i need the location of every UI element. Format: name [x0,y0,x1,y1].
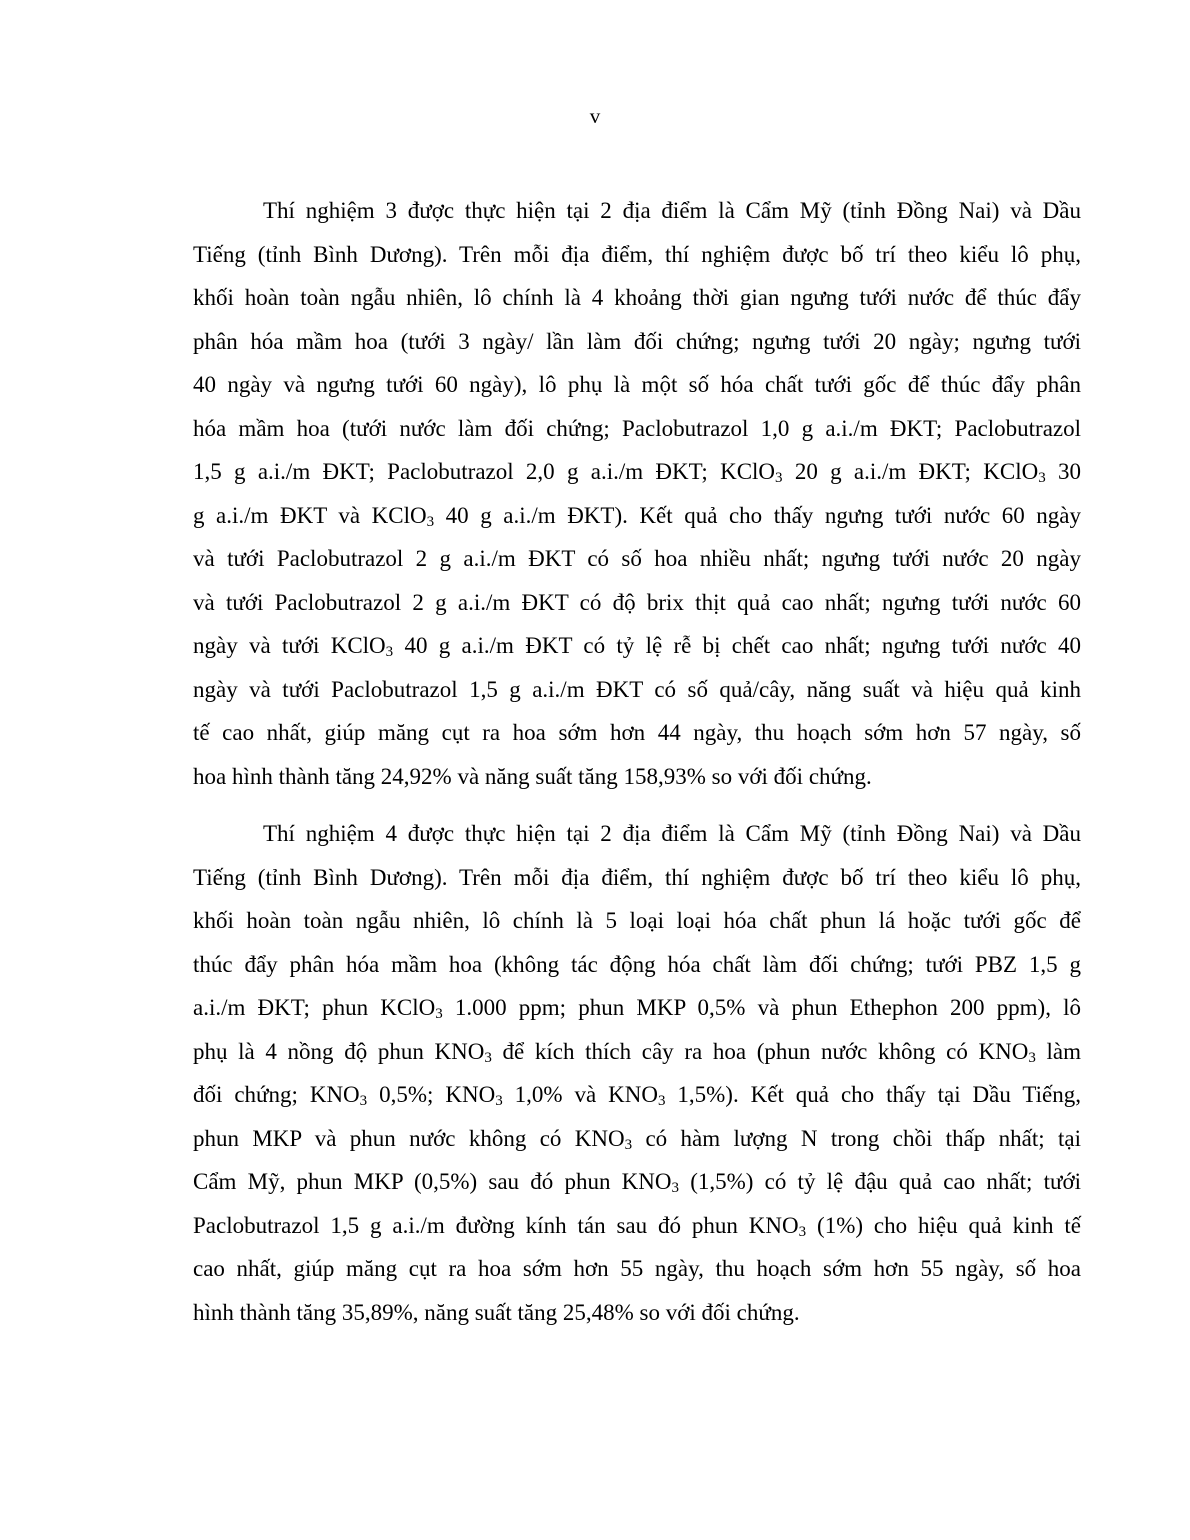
text-segment: hóa mầm hoa (tưới nước làm đối chứng; Paclobutrazol 1,0 g a.i./m ĐKT; Paclobutrazol [193,415,1081,441]
text-segment: 1,5%). Kết quả cho thấy tại Dầu Tiếng, [665,1082,1081,1107]
subscript: 3 [775,470,783,486]
subscript: 3 [426,513,435,530]
text-line [193,755,1081,799]
text-segment: 40 g a.i./m ĐKT có tỷ lệ rễ bị chết cao nhất; ngưng tưới nước 40 [393,633,1081,658]
text-segment: và tưới Paclobutrazol 2 g a.i./m ĐKT có độ brix thịt quả cao nhất; ngưng tưới nước 60 [193,589,1081,615]
text-line [193,407,1081,451]
text-line [193,320,1081,364]
text-line [193,494,1081,538]
text-segment: hoa hình thành tăng 24,92% và năng suất tăng 158,93% so với đối chứng. [193,763,872,789]
text-segment: Cẩm Mỹ, phun MKP (0,5%) sau đó phun KNO [193,1169,672,1194]
text-line [193,1291,1081,1335]
text-segment: khối hoàn toàn ngẫu nhiên, lô chính là 5 loại loại hóa chất phun lá hoặc tưới gốc để [193,908,1081,933]
text-line [193,363,1081,407]
text-segment: 30 [1045,459,1081,484]
text-segment: cao nhất, giúp măng cụt ra hoa sớm hơn 55 ngày, thu hoạch sớm hơn 55 ngày, số hoa [193,1256,1081,1281]
subscript: 3 [798,1223,807,1240]
paragraph [193,812,1081,1334]
text-segment: tế cao nhất, giúp măng cụt ra hoa sớm hơn 44 ngày, thu hoạch sớm hơn 57 ngày, số [193,720,1081,745]
subscript: 3 [657,1093,666,1109]
text-line [193,812,1081,856]
text-segment: 20 g a.i./m ĐKT; KClO [782,459,1039,484]
text-segment: đối chứng; KNO [193,1082,360,1107]
text-segment: Thí nghiệm 3 được thực hiện tại 2 địa điểm là Cẩm Mỹ (tỉnh Đồng Nai) và Dầu [263,198,1081,223]
subscript: 3 [1028,1049,1036,1066]
text-segment: phụ là 4 nồng độ phun KNO [193,1038,485,1064]
page-number: v [589,104,601,128]
text-line [193,943,1081,987]
text-line [193,624,1081,668]
subscript: 3 [435,1006,443,1022]
text-line [193,856,1081,900]
text-segment: Tiếng (tỉnh Bình Dương). Trên mỗi địa điểm, thí nghiệm được bố trí theo kiểu lô phụ, [193,864,1081,890]
text-segment: Paclobutrazol 1,5 g a.i./m đường kính tán sau đó phun KNO [193,1212,799,1238]
text-segment: phân hóa mầm hoa (tưới 3 ngày/ lần làm đối chứng; ngưng tưới 20 ngày; ngưng tưới [193,328,1081,354]
text-segment: 40 g a.i./m ĐKT). Kết quả cho thấy ngưng tưới nước 60 ngày [434,502,1081,528]
subscript: 3 [359,1093,368,1109]
text-line [193,1030,1081,1074]
text-line [193,1160,1081,1204]
text-line [193,537,1081,581]
text-line [193,1073,1081,1117]
text-line [193,1204,1081,1248]
subscript: 3 [671,1180,679,1196]
text-segment: để kích thích cây ra hoa (phun nước không có KNO [491,1038,1029,1064]
text-segment: (1%) cho hiệu quả kinh tế [806,1212,1081,1238]
text-segment: 1,0% và KNO [502,1082,658,1107]
text-line [193,233,1081,277]
text-segment: có hàm lượng N trong chồi thấp nhất; tại [632,1125,1081,1151]
text-segment: Thí nghiệm 4 được thực hiện tại 2 địa điểm là Cẩm Mỹ (tỉnh Đồng Nai) và Dầu [263,821,1081,846]
text-segment: Tiếng (tỉnh Bình Dương). Trên mỗi địa điểm, thí nghiệm được bố trí theo kiểu lô phụ, [193,241,1081,267]
text-segment: thúc đẩy phân hóa mầm hoa (không tác động hóa chất làm đối chứng; tưới PBZ 1,5 g [193,951,1081,977]
text-segment: phun MKP và phun nước không có KNO [193,1125,625,1151]
subscript: 3 [1038,470,1046,486]
paragraph [193,189,1081,798]
text-segment: ngày và tưới Paclobutrazol 1,5 g a.i./m ĐKT có số quả/cây, năng suất và hiệu quả kinh [193,676,1081,702]
text-line [193,711,1081,755]
subscript: 3 [624,1136,633,1153]
text-line [193,668,1081,712]
text-line [193,899,1081,943]
text-line [193,581,1081,625]
text-segment: a.i./m ĐKT; phun KClO [193,995,436,1020]
subscript: 3 [385,644,394,660]
text-segment: 1.000 ppm; phun MKP 0,5% và phun Ethephon 200 ppm), lô [442,995,1081,1020]
text-line [193,189,1081,233]
text-segment: 0,5%; KNO [367,1082,496,1107]
subscript: 3 [495,1093,503,1109]
text-segment: 1,5 g a.i./m ĐKT; Paclobutrazol 2,0 g a.i./m ĐKT; KClO [193,459,776,484]
text-line [193,276,1081,320]
text-segment: làm [1035,1038,1081,1064]
text-segment: 40 ngày và ngưng tưới 60 ngày), lô phụ là một số hóa chất tưới gốc để thúc đẩy phân [193,372,1081,397]
text-line [193,450,1081,494]
text-line [193,986,1081,1030]
text-line [193,1247,1081,1291]
body-text [193,189,1081,1348]
text-segment: khối hoàn toàn ngẫu nhiên, lô chính là 4 khoảng thời gian ngưng tưới nước để thúc đẩy [193,285,1081,310]
text-segment: và tưới Paclobutrazol 2 g a.i./m ĐKT có số hoa nhiều nhất; ngưng tưới nước 20 ngày [193,546,1081,571]
text-line [193,1117,1081,1161]
text-segment: ngày và tưới KClO [193,633,386,658]
text-segment: (1,5%) có tỷ lệ đậu quả cao nhất; tưới [679,1169,1082,1194]
text-segment: hình thành tăng 35,89%, năng suất tăng 25,48% so với đối chứng. [193,1299,800,1325]
text-segment: g a.i./m ĐKT và KClO [193,502,427,528]
subscript: 3 [484,1049,492,1066]
